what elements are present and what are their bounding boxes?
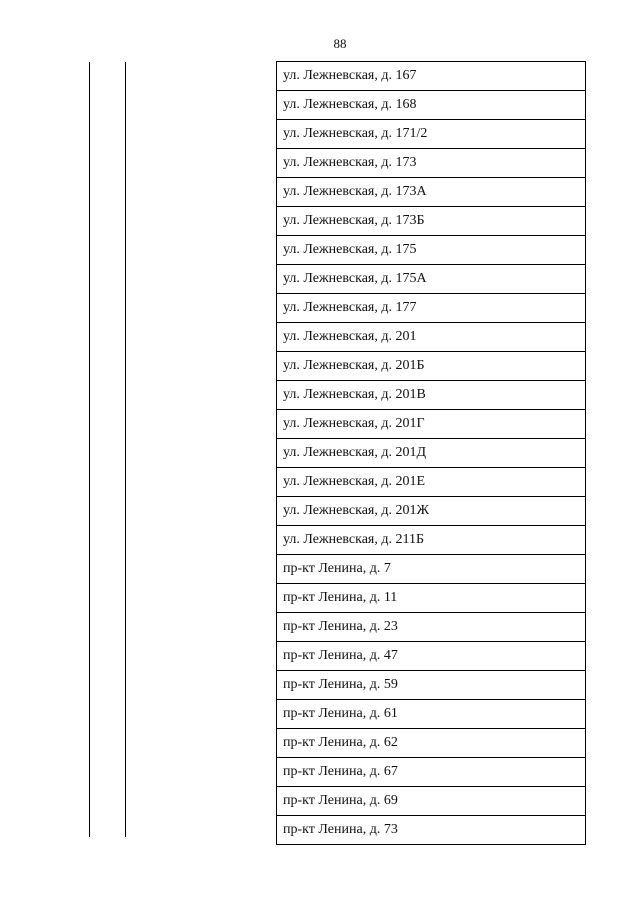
table-row bbox=[277, 497, 586, 526]
table-row bbox=[277, 323, 586, 352]
table-row bbox=[277, 149, 586, 178]
table-row bbox=[277, 62, 586, 91]
table-row bbox=[277, 265, 586, 294]
address-cell: ул. Лежневская, д. 173Б bbox=[277, 207, 586, 236]
address-cell: ул. Лежневская, д. 201Д bbox=[277, 439, 586, 468]
address-cell: ул. Лежневская, д. 175А bbox=[277, 265, 586, 294]
address-cell: пр-кт Ленина, д. 69 bbox=[277, 787, 586, 816]
address-cell: пр-кт Ленина, д. 47 bbox=[277, 642, 586, 671]
table-row bbox=[277, 91, 586, 120]
address-cell: пр-кт Ленина, д. 59 bbox=[277, 671, 586, 700]
address-cell: ул. Лежневская, д. 201Е bbox=[277, 468, 586, 497]
address-cell: ул. Лежневская, д. 211Б bbox=[277, 526, 586, 555]
table-row bbox=[277, 439, 586, 468]
address-cell: ул. Лежневская, д. 175 bbox=[277, 236, 586, 265]
address-cell: ул. Лежневская, д. 201Г bbox=[277, 410, 586, 439]
table-row bbox=[277, 410, 586, 439]
table-row bbox=[277, 555, 586, 584]
table-row bbox=[277, 352, 586, 381]
address-cell: пр-кт Ленина, д. 61 bbox=[277, 700, 586, 729]
address-cell: ул. Лежневская, д. 167 bbox=[277, 62, 586, 91]
address-cell: пр-кт Ленина, д. 7 bbox=[277, 555, 586, 584]
table-row bbox=[277, 700, 586, 729]
address-cell: пр-кт Ленина, д. 67 bbox=[277, 758, 586, 787]
address-cell: пр-кт Ленина, д. 73 bbox=[277, 816, 586, 845]
table-column-divider bbox=[125, 62, 126, 837]
table-row bbox=[277, 584, 586, 613]
address-cell: ул. Лежневская, д. 177 bbox=[277, 294, 586, 323]
address-cell: ул. Лежневская, д. 201Б bbox=[277, 352, 586, 381]
table-row bbox=[277, 729, 586, 758]
table-row bbox=[277, 671, 586, 700]
address-cell: ул. Лежневская, д. 201В bbox=[277, 381, 586, 410]
page-number: 88 bbox=[333, 36, 347, 51]
table-row bbox=[277, 816, 586, 845]
table-row bbox=[277, 207, 586, 236]
address-cell: пр-кт Ленина, д. 62 bbox=[277, 729, 586, 758]
table-row bbox=[277, 613, 586, 642]
table-row bbox=[277, 236, 586, 265]
address-table bbox=[276, 61, 586, 845]
table-row bbox=[277, 178, 586, 207]
address-table-body bbox=[277, 62, 586, 845]
table-row bbox=[277, 381, 586, 410]
table-border-left bbox=[89, 62, 90, 837]
table-row bbox=[277, 758, 586, 787]
address-cell: ул. Лежневская, д. 168 bbox=[277, 91, 586, 120]
table-row bbox=[277, 526, 586, 555]
address-cell: ул. Лежневская, д. 171/2 bbox=[277, 120, 586, 149]
table-row bbox=[277, 294, 586, 323]
address-cell: ул. Лежневская, д. 173 bbox=[277, 149, 586, 178]
address-cell: ул. Лежневская, д. 173А bbox=[277, 178, 586, 207]
table-row bbox=[277, 468, 586, 497]
table-row bbox=[277, 787, 586, 816]
table-row bbox=[277, 120, 586, 149]
address-cell: ул. Лежневская, д. 201 bbox=[277, 323, 586, 352]
address-cell: пр-кт Ленина, д. 11 bbox=[277, 584, 586, 613]
address-cell: пр-кт Ленина, д. 23 bbox=[277, 613, 586, 642]
table-row bbox=[277, 642, 586, 671]
address-cell: ул. Лежневская, д. 201Ж bbox=[277, 497, 586, 526]
